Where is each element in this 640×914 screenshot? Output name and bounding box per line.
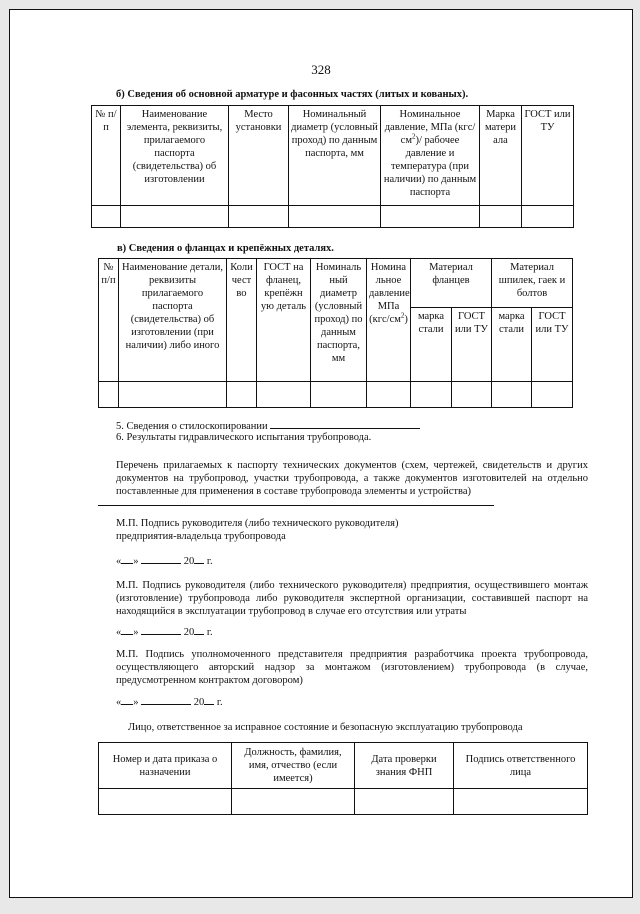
group-bolt-material: Материал шпилек, гаек и болтов <box>492 259 573 308</box>
col-part-name: Наименование детали, реквизиты прилагаемого паспорта (свидетельства) об изготовлении (при наличии) либо иного <box>119 259 227 382</box>
col-gost: ГОСТ или ТУ <box>522 106 574 206</box>
col-signature: Подпись ответственного лица <box>454 743 588 789</box>
group-flange-material: Материал фланцев <box>411 259 492 308</box>
col-number: № п/п <box>99 259 119 382</box>
date-line-2: « » 20 г. <box>116 624 213 639</box>
date-line-1: « » 20 г. <box>116 553 213 568</box>
col-diameter: Номинальный диаметр (условный проход) по данным паспорта, мм <box>289 106 381 206</box>
col-bolt-gost: ГОСТ или ТУ <box>532 308 573 382</box>
page-number: 328 <box>311 62 331 77</box>
col-gost-flange: ГОСТ на фланец, крепёжн ую деталь <box>257 259 311 382</box>
date-line-3: « » 20 г. <box>116 694 223 709</box>
documents-blank-line <box>98 505 494 506</box>
col-number: № п/п <box>92 106 121 206</box>
col-flange-grade: марка стали <box>411 308 452 382</box>
col-flange-gost: ГОСТ или ТУ <box>452 308 492 382</box>
col-check-date: Дата проверки знания ФНП <box>355 743 454 789</box>
col-pressure: Номинальное давление, МПа $(кгс/см^2)/$ рабочее давление и температура (при наличии) по данным паспорта <box>381 106 480 206</box>
table-row <box>99 382 573 408</box>
signature-installer-text: М.П. Подпись руководителя (либо технического руководителя) предприятия, осуществившего монтаж (изготовление) трубопровода либо руководителя экспертной организации, составившей паспорт на находящийся в эксплуатации трубопровод в случае его отсутствия или утраты <box>116 580 588 617</box>
table-row <box>92 206 574 228</box>
signature-owner-text: М.П. Подпись руководителя (либо технического руководителя) предприятия-владельца трубопровода <box>116 518 399 542</box>
flanges-table <box>98 258 573 408</box>
responsible-person-heading: Лицо, ответственное за исправное состояние и безопасную эксплуатацию трубопровода <box>128 722 523 733</box>
section-b-title: б) Сведения об основной арматуре и фасонных частях (литых и кованых). <box>116 89 469 100</box>
table-header-row <box>92 106 574 206</box>
documents-list-paragraph: Перечень прилагаемых к паспорту технических документов (схем, чертежей, свидетельств и других документов на трубопровод, участки трубопровода, а также документов изготовителей на отдельно поставленные для применения в составе трубопровода элементы и устройства) <box>116 460 588 497</box>
responsible-table <box>98 742 588 815</box>
col-position-name: Должность, фамилия, имя, отчество (если имеется) <box>232 743 355 789</box>
col-quantity: Коли чест во <box>227 259 257 382</box>
col-pressure: Номина льное давление МПа $(кгс/см^2)$ <box>367 259 411 382</box>
col-bolt-grade: марка стали <box>492 308 532 382</box>
item-6-text: 6. Результаты гидравлического испытания трубопровода. <box>116 432 372 443</box>
col-location: Место установки <box>229 106 289 206</box>
stylo-blank-line <box>270 418 420 429</box>
signature-designer-text: М.П. Подпись уполномоченного представителя предприятия разработчика проекта трубопровода, осуществляющего авторский надзор за монтажом (изготовлением) трубопровода (в случае, предусмотренном контрактом договором) <box>116 649 588 686</box>
col-diameter: Номиналь ный диаметр (условный проход) по данным паспорта, мм <box>311 259 367 382</box>
fittings-table <box>91 105 574 228</box>
col-element-name: Наименование элемента, реквизиты, прилагаемого паспорта (свидетельства) об изготовлении <box>121 106 229 206</box>
section-v-title: в) Сведения о фланцах и крепёжных деталях. <box>117 243 334 254</box>
item-5-text: 5. Сведения о стилоскопировании <box>116 421 268 432</box>
col-material-grade: Марка матери ала <box>480 106 522 206</box>
table-row <box>99 789 588 815</box>
table-header-row <box>99 743 588 789</box>
document-page <box>9 9 633 898</box>
table-header-row <box>99 259 573 308</box>
col-order: Номер и дата приказа о назначении <box>99 743 232 789</box>
